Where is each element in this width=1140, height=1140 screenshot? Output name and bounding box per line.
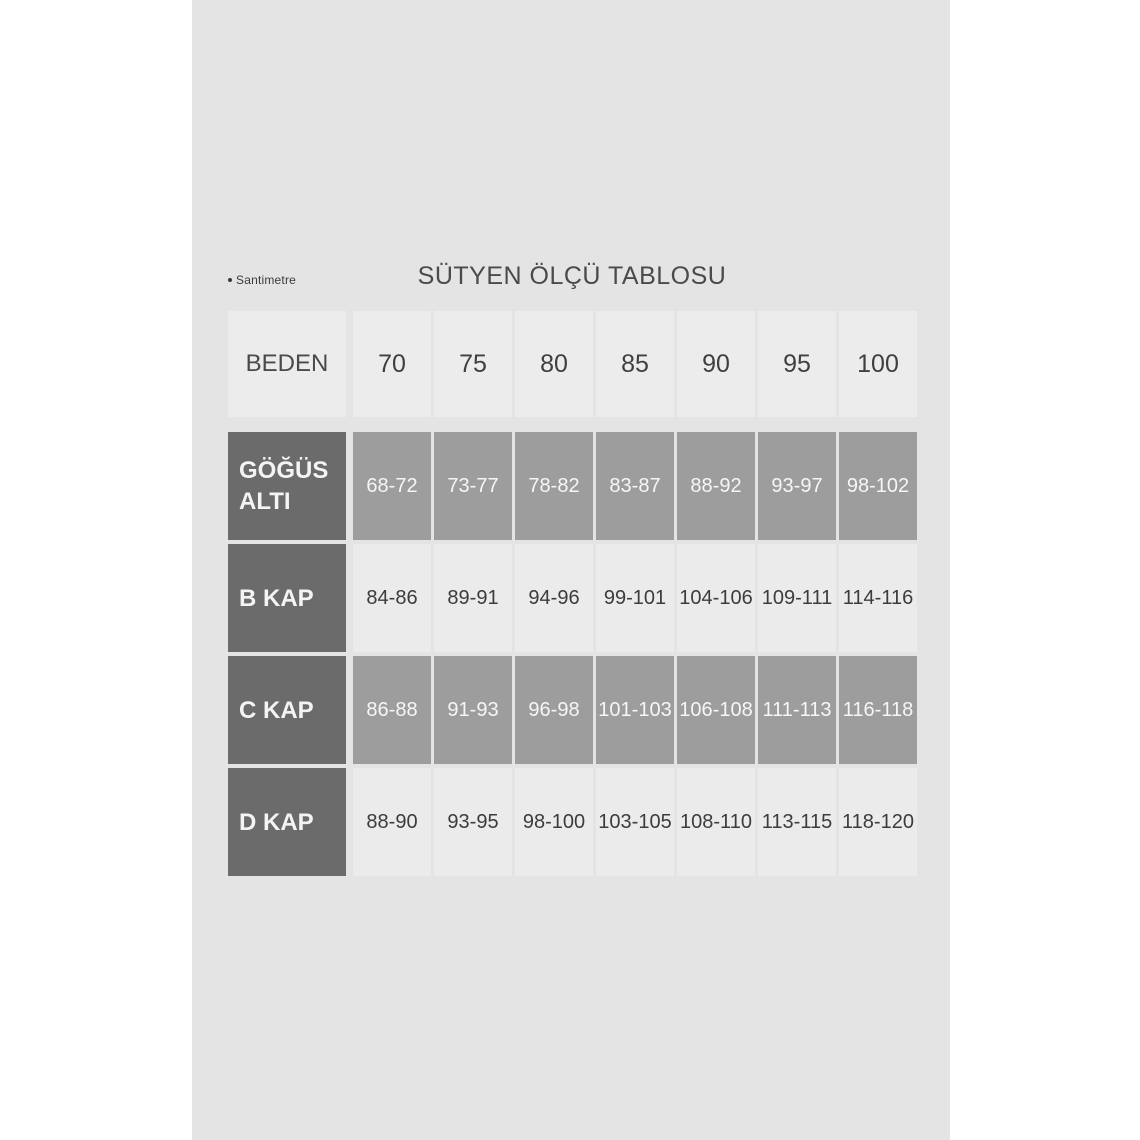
size-header-cell: 90 xyxy=(677,311,755,417)
size-header-cell: 80 xyxy=(515,311,593,417)
measurement-cell: 99-101 xyxy=(596,544,674,652)
measurement-cell: 98-100 xyxy=(515,768,593,876)
measurement-cell: 111-113 xyxy=(758,656,836,764)
measurement-cell: 84-86 xyxy=(353,544,431,652)
measurement-cell: 88-90 xyxy=(353,768,431,876)
size-header-cell: 95 xyxy=(758,311,836,417)
size-header-cell: 75 xyxy=(434,311,512,417)
unit-note-text: Santimetre xyxy=(236,273,297,287)
row-label-cell: C KAP xyxy=(228,656,346,764)
row-label-cell: GÖĞÜS ALTI xyxy=(228,432,346,540)
measurement-cell: 108-110 xyxy=(677,768,755,876)
measurement-cell: 86-88 xyxy=(353,656,431,764)
unit-note xyxy=(228,273,296,287)
measurement-cell: 68-72 xyxy=(353,432,431,540)
measurement-cell: 73-77 xyxy=(434,432,512,540)
measurement-cell: 98-102 xyxy=(839,432,917,540)
measurement-cell: 83-87 xyxy=(596,432,674,540)
measurement-cell: 94-96 xyxy=(515,544,593,652)
measurement-cell: 109-111 xyxy=(758,544,836,652)
row-label-cell: B KAP xyxy=(228,544,346,652)
size-header-cell: 100 xyxy=(839,311,917,417)
measurement-cell: 116-118 xyxy=(839,656,917,764)
size-header-cell: 70 xyxy=(353,311,431,417)
measurement-cell: 96-98 xyxy=(515,656,593,764)
size-header-cell: 85 xyxy=(596,311,674,417)
measurement-cell: 93-97 xyxy=(758,432,836,540)
measurement-cell: 88-92 xyxy=(677,432,755,540)
measurement-cell: 103-105 xyxy=(596,768,674,876)
measurement-cell: 106-108 xyxy=(677,656,755,764)
page-title: SÜTYEN ÖLÇÜ TABLOSU xyxy=(417,262,727,290)
row-label-cell: D KAP xyxy=(228,768,346,876)
measurement-cell: 78-82 xyxy=(515,432,593,540)
measurement-cell: 93-95 xyxy=(434,768,512,876)
measurement-cell: 114-116 xyxy=(839,544,917,652)
measurement-cell: 104-106 xyxy=(677,544,755,652)
measurement-cell: 89-91 xyxy=(434,544,512,652)
measurement-cell: 118-120 xyxy=(839,768,917,876)
bullet-dot-icon xyxy=(228,278,232,282)
measurement-cell: 113-115 xyxy=(758,768,836,876)
measurement-cell: 91-93 xyxy=(434,656,512,764)
measurement-cell: 101-103 xyxy=(596,656,674,764)
header-label-cell: BEDEN xyxy=(228,311,346,417)
